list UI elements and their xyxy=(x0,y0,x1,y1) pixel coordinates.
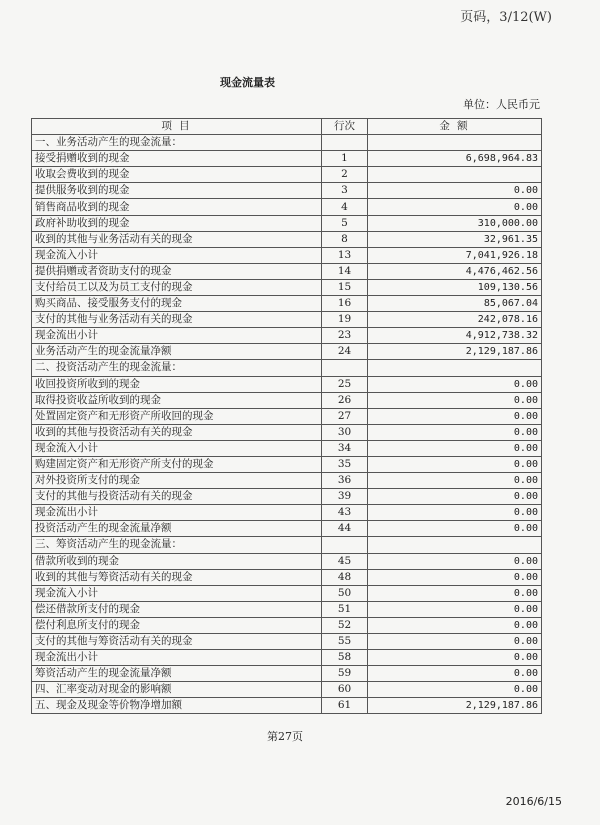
table-row xyxy=(32,521,542,537)
row-amount xyxy=(368,360,542,376)
row-item: 现金流入小计 xyxy=(32,440,322,456)
row-amount: 0.00 xyxy=(368,617,542,633)
row-line-number: 14 xyxy=(322,263,368,279)
row-line-number xyxy=(322,135,368,151)
row-amount: 242,078.16 xyxy=(368,312,542,328)
row-item: 一、业务活动产生的现金流量： xyxy=(32,135,322,151)
row-amount: 2,129,187.86 xyxy=(368,344,542,360)
table-row xyxy=(32,553,542,569)
row-line-number: 51 xyxy=(322,601,368,617)
row-line-number: 30 xyxy=(322,424,368,440)
row-line-number: 1 xyxy=(322,151,368,167)
row-line-number: 19 xyxy=(322,312,368,328)
column-header-amount: 金 额 xyxy=(368,119,542,135)
table-row xyxy=(32,682,542,698)
row-amount: 0.00 xyxy=(368,456,542,472)
table-row xyxy=(32,199,542,215)
table-row xyxy=(32,135,542,151)
row-line-number: 50 xyxy=(322,585,368,601)
row-line-number: 5 xyxy=(322,215,368,231)
row-line-number: 34 xyxy=(322,440,368,456)
row-item: 支付的其他与投资活动有关的现金 xyxy=(32,489,322,505)
table-row xyxy=(32,183,542,199)
row-item: 现金流入小计 xyxy=(32,247,322,263)
row-amount: 0.00 xyxy=(368,183,542,199)
row-amount: 0.00 xyxy=(368,424,542,440)
row-amount: 2,129,187.86 xyxy=(368,698,542,714)
row-item: 二、投资活动产生的现金流量： xyxy=(32,360,322,376)
row-line-number: 45 xyxy=(322,553,368,569)
row-amount: 0.00 xyxy=(368,585,542,601)
row-amount: 0.00 xyxy=(368,408,542,424)
currency-unit: 单位：人民币元 xyxy=(463,98,540,111)
row-item: 偿付利息所支付的现金 xyxy=(32,617,322,633)
row-line-number: 23 xyxy=(322,328,368,344)
row-item: 购买商品、接受服务支付的现金 xyxy=(32,296,322,312)
row-line-number xyxy=(322,537,368,553)
table-row xyxy=(32,408,542,424)
page-title: 现金流量表 xyxy=(220,76,275,89)
row-amount: 32,961.35 xyxy=(368,231,542,247)
row-item: 收到的其他与投资活动有关的现金 xyxy=(32,424,322,440)
table-row xyxy=(32,698,542,714)
row-line-number: 4 xyxy=(322,199,368,215)
table-row xyxy=(32,263,542,279)
row-item: 收取会费收到的现金 xyxy=(32,167,322,183)
row-amount: 0.00 xyxy=(368,666,542,682)
table-row xyxy=(32,247,542,263)
row-line-number: 16 xyxy=(322,296,368,312)
table-row xyxy=(32,312,542,328)
row-amount: 4,912,738.32 xyxy=(368,328,542,344)
row-item: 现金流出小计 xyxy=(32,328,322,344)
row-amount: 0.00 xyxy=(368,634,542,650)
row-amount xyxy=(368,135,542,151)
row-line-number: 13 xyxy=(322,247,368,263)
row-line-number: 2 xyxy=(322,167,368,183)
row-item: 五、现金及现金等价物净增加额 xyxy=(32,698,322,714)
row-item: 提供捐赠或者资助支付的现金 xyxy=(32,263,322,279)
row-item: 偿还借款所支付的现金 xyxy=(32,601,322,617)
row-line-number: 25 xyxy=(322,376,368,392)
row-item: 现金流出小计 xyxy=(32,505,322,521)
row-item: 支付给员工以及为员工支付的现金 xyxy=(32,279,322,295)
row-item: 支付的其他与筹资活动有关的现金 xyxy=(32,634,322,650)
row-item: 四、汇率变动对现金的影响额 xyxy=(32,682,322,698)
row-amount: 4,476,462.56 xyxy=(368,263,542,279)
table-row xyxy=(32,585,542,601)
table-row xyxy=(32,634,542,650)
row-item: 三、筹资活动产生的现金流量： xyxy=(32,537,322,553)
row-line-number: 55 xyxy=(322,634,368,650)
table-row xyxy=(32,440,542,456)
table-row xyxy=(32,392,542,408)
table-row xyxy=(32,456,542,472)
table-row xyxy=(32,167,542,183)
cash-flow-table xyxy=(31,118,542,714)
row-line-number: 3 xyxy=(322,183,368,199)
table-row xyxy=(32,376,542,392)
row-amount: 0.00 xyxy=(368,553,542,569)
row-line-number: 59 xyxy=(322,666,368,682)
table-row xyxy=(32,617,542,633)
row-amount: 0.00 xyxy=(368,489,542,505)
row-item: 现金流入小计 xyxy=(32,585,322,601)
row-item: 支付的其他与业务活动有关的现金 xyxy=(32,312,322,328)
table-row xyxy=(32,328,542,344)
table-header-row xyxy=(32,119,542,135)
table-row xyxy=(32,569,542,585)
table-row xyxy=(32,215,542,231)
row-line-number: 36 xyxy=(322,473,368,489)
row-line-number: 60 xyxy=(322,682,368,698)
page-code: 页码，3/12(W) xyxy=(460,10,552,25)
row-line-number: 52 xyxy=(322,617,368,633)
row-amount: 0.00 xyxy=(368,650,542,666)
row-line-number: 61 xyxy=(322,698,368,714)
row-item: 接受捐赠收到的现金 xyxy=(32,151,322,167)
table-body xyxy=(32,135,542,714)
row-amount: 109,130.56 xyxy=(368,279,542,295)
page-number: 第27页 xyxy=(267,730,303,743)
row-amount: 0.00 xyxy=(368,601,542,617)
row-item: 现金流出小计 xyxy=(32,650,322,666)
row-line-number: 39 xyxy=(322,489,368,505)
table-row xyxy=(32,537,542,553)
row-line-number: 26 xyxy=(322,392,368,408)
row-item: 购建固定资产和无形资产所支付的现金 xyxy=(32,456,322,472)
row-line-number: 24 xyxy=(322,344,368,360)
table-row xyxy=(32,279,542,295)
column-header-item: 项 目 xyxy=(32,119,322,135)
row-item: 取得投资收益所收到的现金 xyxy=(32,392,322,408)
table-row xyxy=(32,473,542,489)
table-row xyxy=(32,360,542,376)
row-item: 借款所收到的现金 xyxy=(32,553,322,569)
table-row xyxy=(32,650,542,666)
row-item: 收到的其他与业务活动有关的现金 xyxy=(32,231,322,247)
table-row xyxy=(32,601,542,617)
row-item: 政府补助收到的现金 xyxy=(32,215,322,231)
table-row xyxy=(32,424,542,440)
row-amount: 0.00 xyxy=(368,682,542,698)
row-line-number: 43 xyxy=(322,505,368,521)
row-line-number: 44 xyxy=(322,521,368,537)
row-amount: 0.00 xyxy=(368,392,542,408)
row-item: 筹资活动产生的现金流量净额 xyxy=(32,666,322,682)
row-amount: 0.00 xyxy=(368,376,542,392)
column-header-line: 行次 xyxy=(322,119,368,135)
row-amount: 0.00 xyxy=(368,505,542,521)
row-item: 提供服务收到的现金 xyxy=(32,183,322,199)
row-amount: 6,698,964.83 xyxy=(368,151,542,167)
row-amount: 0.00 xyxy=(368,473,542,489)
row-item: 投资活动产生的现金流量净额 xyxy=(32,521,322,537)
row-amount: 85,067.04 xyxy=(368,296,542,312)
table-row xyxy=(32,296,542,312)
table-row xyxy=(32,344,542,360)
row-amount: 310,000.00 xyxy=(368,215,542,231)
row-amount: 0.00 xyxy=(368,199,542,215)
row-amount xyxy=(368,167,542,183)
row-line-number: 58 xyxy=(322,650,368,666)
table-row xyxy=(32,231,542,247)
row-line-number: 48 xyxy=(322,569,368,585)
row-amount: 0.00 xyxy=(368,440,542,456)
row-item: 收回投资所收到的现金 xyxy=(32,376,322,392)
row-item: 业务活动产生的现金流量净额 xyxy=(32,344,322,360)
row-line-number: 35 xyxy=(322,456,368,472)
table-row xyxy=(32,151,542,167)
row-item: 处置固定资产和无形资产所收回的现金 xyxy=(32,408,322,424)
row-item: 销售商品收到的现金 xyxy=(32,199,322,215)
table-row xyxy=(32,666,542,682)
row-item: 对外投资所支付的现金 xyxy=(32,473,322,489)
row-amount: 0.00 xyxy=(368,569,542,585)
row-item: 收到的其他与筹资活动有关的现金 xyxy=(32,569,322,585)
row-line-number: 27 xyxy=(322,408,368,424)
table-row xyxy=(32,489,542,505)
row-amount xyxy=(368,537,542,553)
row-line-number: 15 xyxy=(322,279,368,295)
row-amount: 7,041,926.18 xyxy=(368,247,542,263)
row-line-number: 8 xyxy=(322,231,368,247)
print-date: 2016/6/15 xyxy=(505,795,562,808)
table-row xyxy=(32,505,542,521)
row-amount: 0.00 xyxy=(368,521,542,537)
row-line-number xyxy=(322,360,368,376)
